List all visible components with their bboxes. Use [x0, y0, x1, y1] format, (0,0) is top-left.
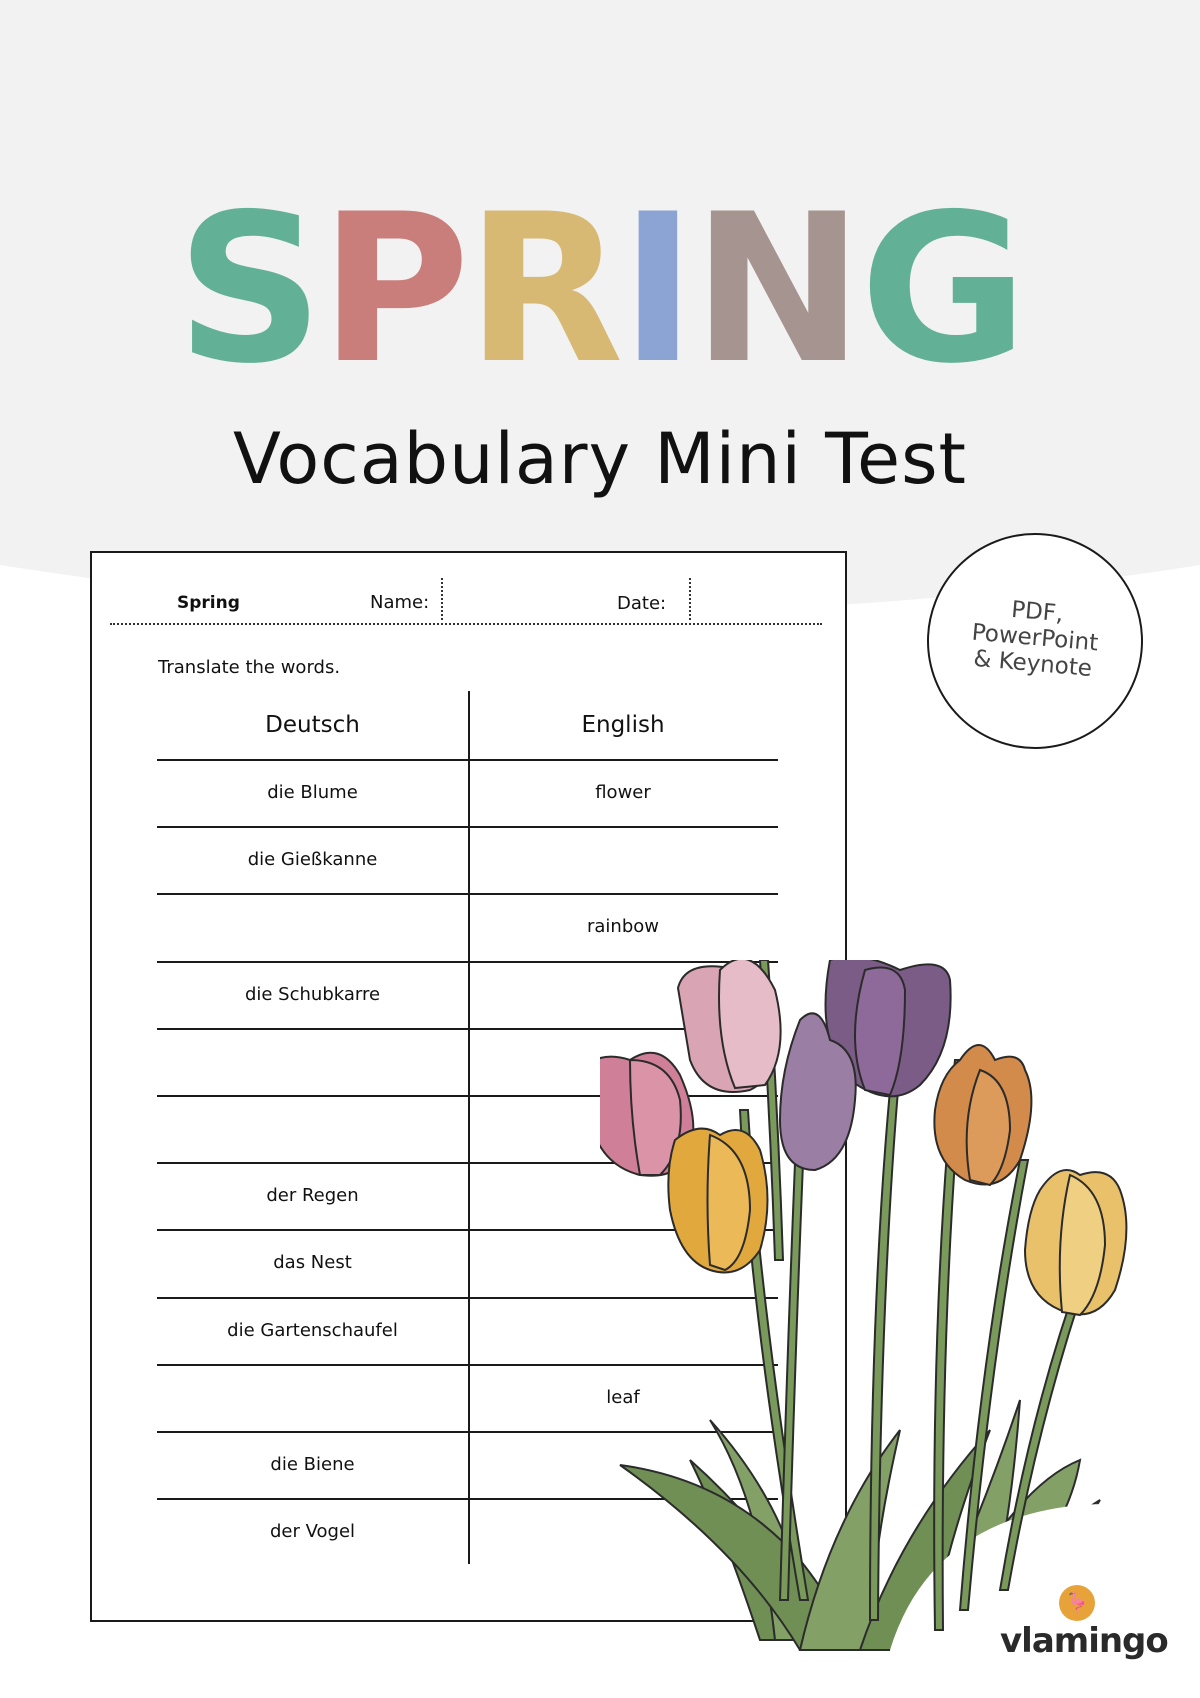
cell-deutsch: die Gießkanne — [247, 849, 378, 871]
cell-english: leaf — [606, 1386, 640, 1408]
vlamingo-logo — [1000, 1585, 1170, 1665]
logo-wordmark: vlamingo — [1000, 1621, 1168, 1661]
column-header-deutsch: Deutsch — [265, 712, 360, 738]
page-title — [0, 171, 1200, 409]
cell-deutsch: die Gartenschaufel — [227, 1319, 398, 1341]
title-letter: I — [619, 171, 693, 409]
subtitle: Vocabulary Mini Test — [232, 418, 967, 500]
instruction-text: Translate the words. — [158, 657, 341, 678]
cell-deutsch: die Schubkarre — [244, 983, 381, 1005]
badge-line: & Keynote — [972, 645, 1094, 683]
cell-deutsch: der Vogel — [269, 1521, 356, 1543]
title-letter: R — [465, 171, 620, 409]
date-label: Date: — [617, 593, 667, 614]
cell-english — [468, 826, 778, 893]
header-divider — [441, 578, 443, 620]
cell-deutsch: die Biene — [270, 1454, 355, 1475]
cell-deutsch — [157, 1364, 468, 1431]
cell-english: rainbow — [587, 916, 659, 938]
cell-english: flower — [595, 782, 651, 803]
title-letter: S — [176, 171, 320, 409]
cell-deutsch: der Regen — [266, 1185, 359, 1207]
badge-line: PDF, — [1010, 596, 1065, 628]
title-letter: G — [859, 171, 1024, 409]
flamingo-icon: 🦩 — [1059, 1585, 1095, 1621]
worksheet-topic: Spring — [177, 593, 240, 613]
cell-deutsch — [157, 1095, 468, 1162]
title-letter: N — [692, 171, 860, 409]
name-label: Name: — [370, 592, 430, 613]
tulip-bouquet-icon — [600, 960, 1180, 1660]
format-badge — [927, 533, 1143, 749]
worksheet-header — [110, 553, 822, 625]
cell-deutsch: die Blume — [267, 782, 358, 803]
header-divider — [689, 578, 691, 620]
format-badge-text — [926, 590, 1144, 686]
cell-deutsch — [157, 1028, 468, 1095]
cell-deutsch — [157, 893, 468, 960]
cell-deutsch: das Nest — [273, 1252, 352, 1274]
column-header-english: English — [581, 712, 665, 738]
title-letter: P — [319, 171, 466, 409]
badge-line: PowerPoint — [970, 619, 1100, 657]
